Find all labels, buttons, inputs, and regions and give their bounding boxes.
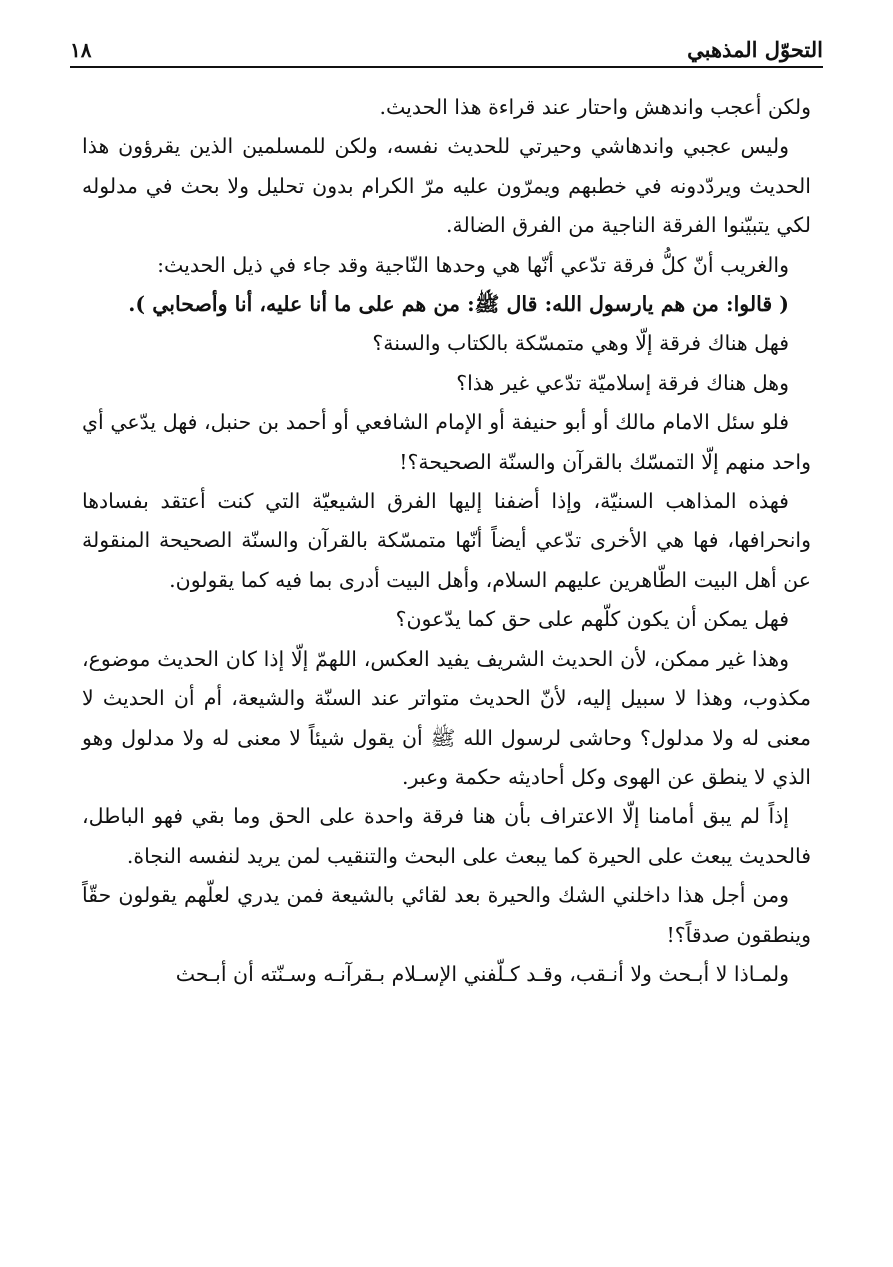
paragraph-10: وهذا غير ممكن، لأن الحديث الشريف يفيد العكس، اللهمّ إلّا إذا كان الحديث موضوع، مكذوب، وهذا لا سبيل إليه، لأنّ الحديث متواتر عند السنّة والشيعة، أم أن الحديث لا معنى له ولا مدلول؟ وحاشى لرسول الله ﷺ أن يقول شيئاً لا معنى له ولا مدلول وهو الذي لا ينطق عن الهوى وكل أحاديثه حكمة وعبر. [82,646,811,789]
page-header [70,30,823,68]
paragraph-3: والغريب أنّ كلُّ فرقة تدّعي أنّها هي وحدها النّاجية وقد جاء في ذيل الحديث: [157,252,789,277]
paragraph-12: ومن أجل هذا داخلني الشك والحيرة بعد لقائي بالشيعة فمن يدري لعلّهم يقولون حقّاً وينطقون صدقاً؟! [82,883,811,947]
paragraph-5: فهل هناك فرقة إلّا وهي متمسّكة بالكتاب والسنة؟ [372,331,789,356]
page-body [82,88,811,994]
paragraph-7: فلو سئل الامام مالك أو أبو حنيفة أو الإمام الشافعي أو أحمد بن حنبل، فهل يدّعي أي واحد منهم إلّا التمسّك بالقرآن والسنّة الصحيحة؟! [82,410,811,474]
paragraph-11: إذاً لم يبق أمامنا إلّا الاعتراف بأن هنا فرقة واحدة على الحق وما بقي فهو الباطل، فالحديث يبعث على الحيرة كما يبعث على البحث والتنقيب لمن يريد لنفسه النجاة. [82,804,811,868]
paragraph-13: ولمـاذا لا أبـحث ولا أنـقب، وقـد كـلّفني الإسـلام بـقرآنـه وسـنّته أن أبـحث [175,961,789,986]
paragraph-2: وليس عجبي واندهاشي وحيرتي للحديث نفسه، ولكن للمسلمين الذين يقرؤون هذا الحديث ويردّدونه في خطبهم ويمرّون عليه مرّ الكرام بدون تحليل ولا بحث في مدلوله لكي يتبيّنوا الفرقة الناجية من الفرق الضالة. [82,134,811,238]
paragraph-8: فهذه المذاهب السنيّة، وإذا أضفنا إليها الفرق الشيعيّة التي كنت أعتقد بفسادها وانحرافها، فها هي الأخرى تدّعي أيضاً أنّها متمسّكة بالقرآن والسنّة الصحيحة المنقولة عن أهل البيت الطّاهرين عليهم السلام، وأهل البيت أدرى بما فيه كما يقولون. [82,489,811,592]
page-number: ١٨ [70,38,92,62]
hadith-quote: ( قالوا: من هم يارسول الله: قال ﷺ: من هم على ما أنا عليه، أنا وأصحابي ). [128,292,789,317]
paragraph-1: ولكن أعجب واندهش واحتار عند قراءة هذا الحديث. [379,95,811,119]
running-title: التحوّل المذهبي [687,37,823,62]
paragraph-9: فهل يمكن أن يكون كلّهم على حق كما يدّعون؟ [395,607,789,632]
paragraph-6: وهل هناك فرقة إسلاميّة تدّعي غير هذا؟ [456,370,789,395]
